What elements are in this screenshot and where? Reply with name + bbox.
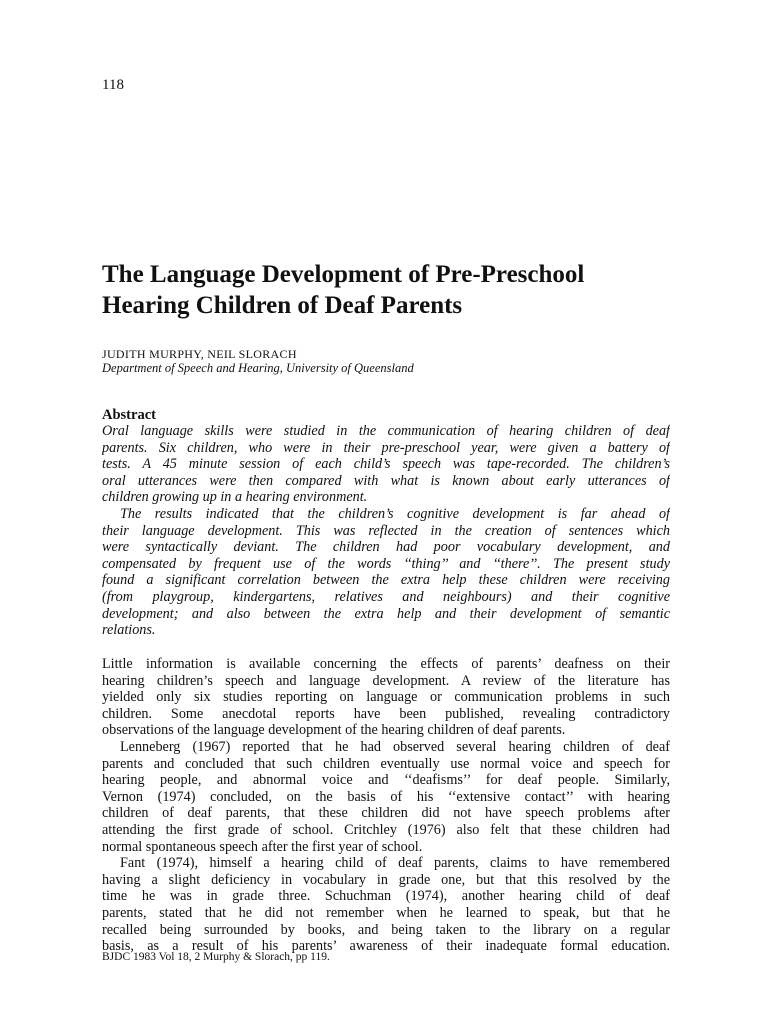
body-line: Vernon (1974) concluded, on the basis of his ‘‘extensive contact’’ with hearing [102, 788, 670, 805]
abstract-line: children growing up in a hearing environment. [102, 489, 368, 506]
abstract-line: Oral language skills were studied in the communication of hearing children of deaf [102, 423, 670, 439]
body-line: normal spontaneous speech after the first year of school. [102, 838, 423, 855]
title-line: The Language Development of Pre-Preschool [102, 261, 585, 288]
body-line: basis, as a result of his parents’ awareness of their inadequate formal education. [102, 938, 670, 955]
body-line: Fant (1974), himself a hearing child of deaf parents, claims to have remembered [120, 855, 670, 872]
paper-title [102, 259, 682, 321]
abstract-line: were syntactically deviant. The children had poor vocabulary development, and [102, 539, 670, 556]
body-line: time he was in grade three. Schuchman (1974), another hearing child of deaf [102, 888, 670, 905]
body-line: children of deaf parents, that these children did not have speech problems after [102, 805, 670, 822]
journal-footer: BJDC 1983 Vol 18, 2 Murphy & Slorach, pp 119. [102, 951, 330, 963]
authors: JUDITH MURPHY, NEIL SLORACH [102, 347, 297, 361]
body-line: observations of the language development of the hearing children of deaf parents. [102, 722, 566, 739]
abstract-line: their language development. This was reflected in the creation of sentences which [102, 522, 670, 539]
affiliation: Department of Speech and Hearing, University of Queensland [102, 361, 414, 375]
body-line: having a slight deficiency in vocabulary in grade one, but that this resolved by the [102, 871, 670, 888]
title-line: Hearing Children of Deaf Parents [102, 292, 463, 319]
page-number: 118 [102, 77, 124, 93]
body-line: Little information is available concerning the effects of parents’ deafness on their [102, 656, 670, 672]
abstract-line: oral utterances were then compared with what is known about early utterances of [102, 472, 670, 489]
abstract-line: (from playgroup, kindergartens, relatives and neighbours) and their cognitive [102, 588, 670, 605]
body-line: parents, stated that he did not remember when he learned to speak, but that he [102, 904, 670, 921]
abstract-line: development; and also between the extra help and their development of semantic [102, 605, 670, 622]
abstract-text [102, 423, 670, 639]
body-line: hearing children’s speech and language development. A review of the literature has [102, 672, 670, 689]
abstract-line: parents. Six children, who were in their pre-preschool year, were given a battery of [102, 439, 670, 456]
body-line: attending the first grade of school. Critchley (1976) also felt that these children had [102, 821, 670, 838]
body-line: parents and concluded that such children eventually use normal voice and speech for [102, 755, 670, 772]
abstract-line: relations. [102, 622, 156, 639]
abstract-line: found a significant correlation between the extra help these children were receiving [102, 572, 670, 589]
body-text [102, 656, 670, 955]
body-line: recalled being surrounded by books, and being taken to the library on a regular [102, 921, 670, 938]
body-line: yielded only six studies reporting on language or communication problems in such [102, 689, 670, 706]
abstract-line: compensated by frequent use of the words ‘‘thing’’ and ‘‘there’’. The present study [102, 555, 670, 572]
body-line: children. Some anecdotal reports have been published, revealing contradictory [102, 705, 670, 722]
body-line: Lenneberg (1967) reported that he had observed several hearing children of deaf [120, 738, 670, 755]
abstract-heading: Abstract [102, 407, 156, 423]
abstract-line: The results indicated that the children’s cognitive development is far ahead of [120, 505, 670, 522]
body-line: hearing people, and abnormal voice and ‘‘deafisms’’ for deaf people. Similarly, [102, 772, 670, 789]
abstract-line: tests. A 45 minute session of each child’s speech was tape-recorded. The children’s [102, 456, 670, 473]
